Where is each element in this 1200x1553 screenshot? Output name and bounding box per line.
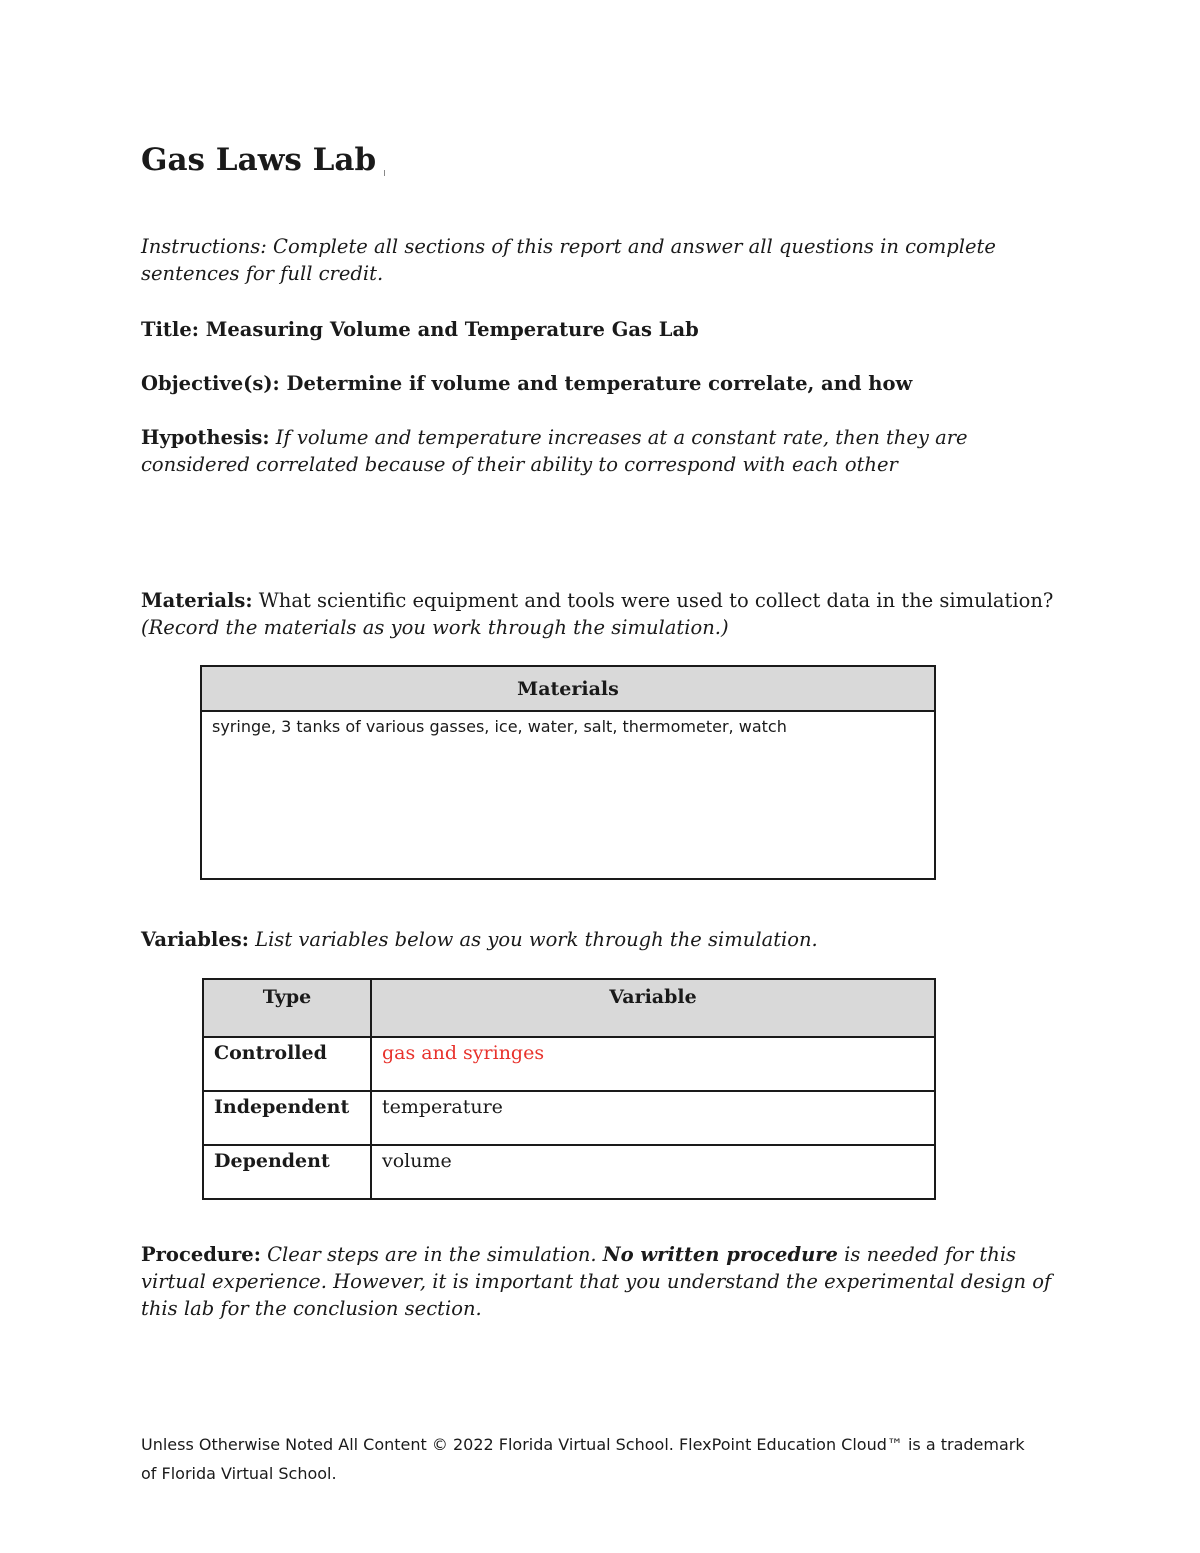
lab-title-line	[141, 316, 1071, 343]
footer-copyright: Unless Otherwise Noted All Content © 2022 Florida Virtual School. FlexPoint Education Cloud™ is a trademark of Florida Virtual School.	[141, 1435, 1025, 1483]
variable-type-cell: Dependent	[203, 1145, 371, 1199]
materials-table	[200, 665, 936, 880]
lab-title-label: Title:	[141, 318, 199, 341]
variable-value-cell: volume	[371, 1145, 935, 1199]
procedure-paragraph	[141, 1241, 1071, 1322]
variables-label: Variables:	[141, 928, 249, 951]
table-row	[203, 1037, 935, 1091]
variable-type-cell: Controlled	[203, 1037, 371, 1091]
materials-paragraph	[141, 587, 1071, 641]
variables-header-type: Type	[203, 979, 371, 1037]
variables-header-variable: Variable	[371, 979, 935, 1037]
hypothesis-label: Hypothesis:	[141, 426, 270, 449]
procedure-text-before: Clear steps are in the simulation.	[267, 1243, 597, 1266]
procedure-label: Procedure:	[141, 1243, 261, 1266]
hypothesis-paragraph	[141, 424, 1071, 478]
table-row	[203, 1091, 935, 1145]
page-title: Gas Laws Lab	[141, 142, 377, 178]
hypothesis-value: If volume and temperature increases at a constant rate, then they are considered correlated because of their ability to correspond with each other	[141, 426, 968, 476]
variables-table	[202, 978, 936, 1200]
lab-title-value: Measuring Volume and Temperature Gas Lab	[205, 318, 699, 341]
variable-value-cell: temperature	[371, 1091, 935, 1145]
materials-question: What scientific equipment and tools were used to collect data in the simulation?	[258, 589, 1054, 612]
materials-label: Materials:	[141, 589, 253, 612]
materials-table-cell: syringe, 3 tanks of various gasses, ice, water, salt, thermometer, watch	[201, 711, 935, 879]
variable-type-cell: Independent	[203, 1091, 371, 1145]
objective-value: Determine if volume and temperature correlate, and how	[286, 372, 913, 395]
variables-paragraph	[141, 926, 1071, 953]
procedure-bold-text: No written procedure	[602, 1243, 838, 1266]
variable-value-cell: gas and syringes	[371, 1037, 935, 1091]
objective-label: Objective(s):	[141, 372, 280, 395]
materials-table-header: Materials	[201, 666, 935, 711]
materials-note: (Record the materials as you work through the simulation.)	[141, 616, 729, 639]
decorative-mark	[384, 170, 385, 176]
procedure-text-after: is needed for this virtual experience. However, it is important that you understand the experimental design of this lab for the conclusion section.	[141, 1243, 1052, 1320]
objective-line	[141, 370, 1071, 397]
variables-instruction: List variables below as you work through the simulation.	[255, 928, 818, 951]
table-row	[203, 1145, 935, 1199]
instructions-text: Instructions: Complete all sections of this report and answer all questions in complete sentences for full credit.	[141, 235, 996, 285]
